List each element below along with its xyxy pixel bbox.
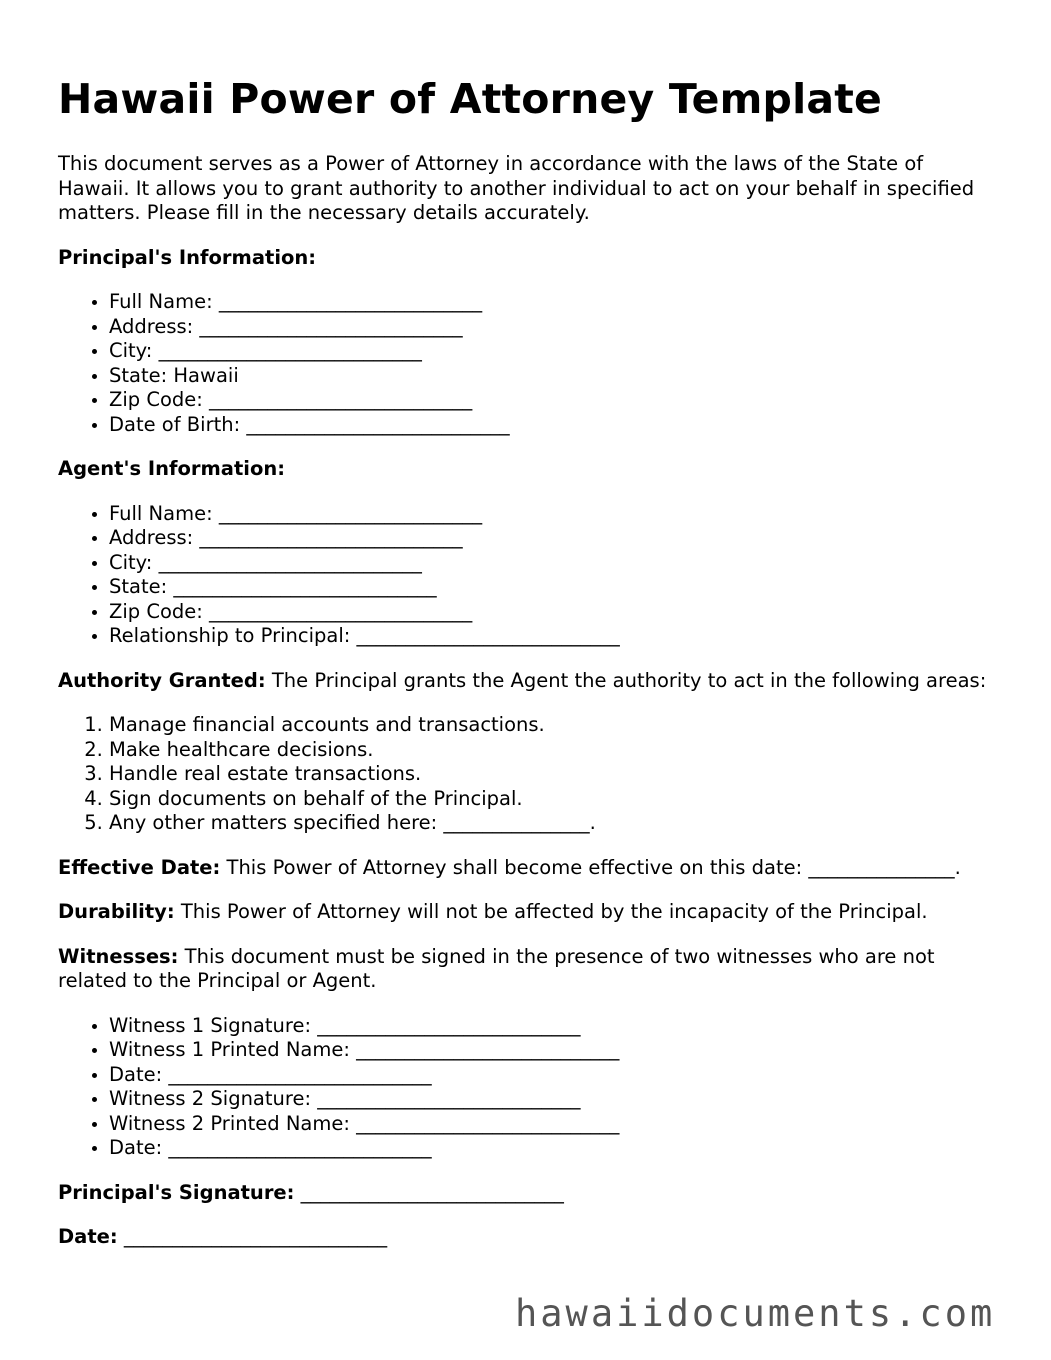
principal-full-name-field: • Full Name: ___________________________ [109,290,998,315]
authority-item: 2. Make healthcare decisions. [109,738,998,763]
witnesses-paragraph [58,945,998,994]
agent-relationship-field: • Relationship to Principal: ___________________________ [109,624,998,649]
witness1-printed-name-field: • Witness 1 Printed Name: ___________________________ [109,1038,998,1063]
principal-signature-blank: ___________________________ [294,1180,564,1204]
principal-info-heading: Principal's Information: [58,245,317,269]
witness1-signature-field: • Witness 1 Signature: ___________________________ [109,1014,998,1039]
authority-item: 5. Any other matters specified here: _______________. [109,811,998,836]
principal-state-field: • State: Hawaii [109,364,998,389]
witnesses-label: Witnesses: [58,944,179,968]
agent-info-heading: Agent's Information: [58,457,286,480]
durability-text: This Power of Attorney will not be affected by the incapacity of the Principal. [174,900,928,923]
effective-date-label: Effective Date: [58,855,221,879]
date-blank: ___________________________ [117,1225,388,1248]
witnesses-list [58,1014,998,1161]
authority-list [58,713,998,836]
date-line [58,1225,998,1250]
witnesses-text: This document must be signed in the presence of two witnesses who are not related to the Principal or Agent. [58,944,935,992]
principal-address-field: • Address: ___________________________ [109,315,998,340]
authority-paragraph [58,669,998,694]
authority-text: The Principal grants the Agent the authority to act in the following areas: [265,668,987,692]
date-label: Date: [58,1225,118,1248]
agent-address-field: • Address: ___________________________ [109,526,998,551]
document-title: Hawaii Power of Attorney Template [58,75,883,123]
effective-date-text: This Power of Attorney shall become effective on this date: _______________. [220,855,961,879]
principal-signature-label: Principal's Signature: [58,1180,295,1204]
agent-info-list [58,502,998,649]
witness2-signature-field: • Witness 2 Signature: ___________________________ [109,1087,998,1112]
witness2-date-field: • Date: ___________________________ [109,1136,998,1161]
intro-paragraph: This document serves as a Power of Attorney in accordance with the laws of the State of Hawaii. It allows you to grant authority to another individual to act on your behalf in specified matters. Please fill in the necessary details accurately. [58,152,975,224]
agent-zip-field: • Zip Code: ___________________________ [109,600,998,625]
agent-city-field: • City: ___________________________ [109,551,998,576]
agent-state-field: • State: ___________________________ [109,575,998,600]
effective-date-paragraph [58,856,998,881]
principal-zip-field: • Zip Code: ___________________________ [109,388,998,413]
durability-paragraph [58,900,998,925]
principal-city-field: • City: ___________________________ [109,339,998,364]
witness1-date-field: • Date: ___________________________ [109,1063,998,1088]
watermark: hawaiidocuments.com [515,1292,996,1335]
authority-item: 3. Handle real estate transactions. [109,762,998,787]
principal-dob-field: • Date of Birth: ___________________________ [109,413,998,438]
authority-label: Authority Granted: [58,668,266,692]
authority-item: 1. Manage financial accounts and transactions. [109,713,998,738]
authority-item: 4. Sign documents on behalf of the Principal. [109,787,998,812]
durability-label: Durability: [58,900,175,923]
principal-info-list [58,290,998,437]
document-page [58,74,998,1270]
witness2-printed-name-field: • Witness 2 Printed Name: ___________________________ [109,1112,998,1137]
agent-full-name-field: • Full Name: ___________________________ [109,502,998,527]
principal-signature-line [58,1181,998,1206]
